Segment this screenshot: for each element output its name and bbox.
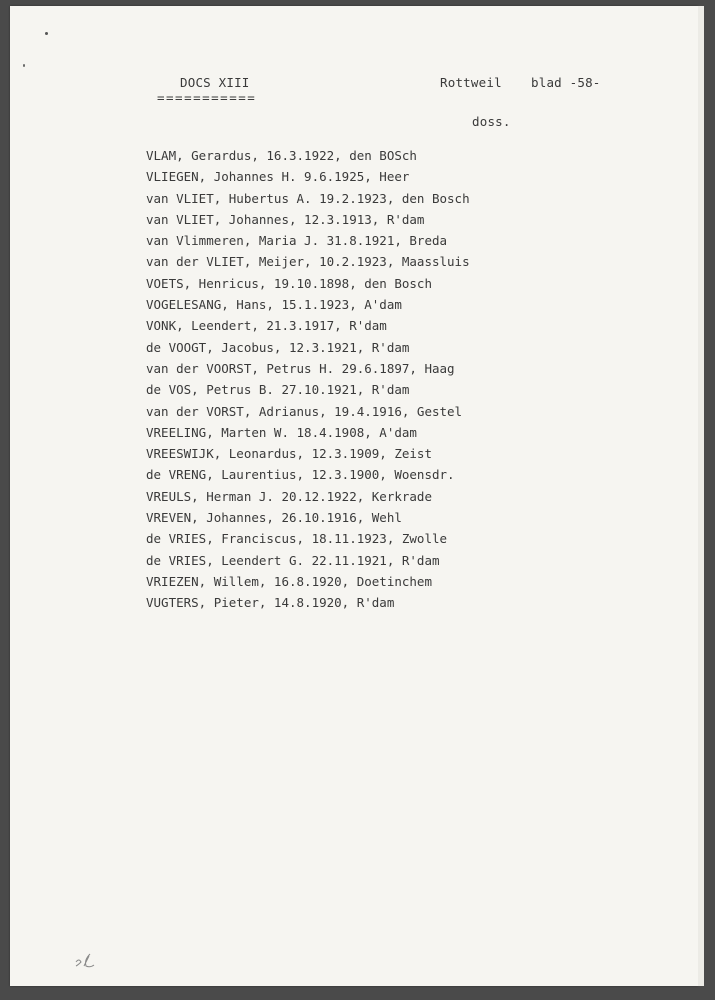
list-item: de VOOGT, Jacobus, 12.3.1921, R'dam: [146, 339, 410, 355]
list-item: van VLIET, Johannes, 12.3.1913, R'dam: [146, 211, 425, 227]
reference-underline: ===========: [157, 90, 257, 105]
page-number: blad -58-: [531, 75, 601, 90]
name-list: [146, 145, 470, 614]
list-item: VOGELESANG, Hans, 15.1.1923, A'dam: [146, 297, 402, 313]
pencil-annotation: [70, 950, 110, 980]
list-item: VLAM, Gerardus, 16.3.1922, den BOSch: [146, 148, 417, 163]
list-item: de VOS, Petrus B. 27.10.1921, R'dam: [146, 382, 410, 398]
list-item: de VRENG, Laurentius, 12.3.1900, Woensdr.: [146, 467, 455, 483]
list-item: VONK, Leendert, 21.3.1917, R'dam: [146, 318, 387, 334]
location-heading: Rottweil: [440, 75, 502, 90]
list-item: van Vlimmeren, Maria J. 31.8.1921, Breda: [146, 233, 448, 249]
list-item: van der VORST, Adrianus, 19.4.1916, Gestel: [146, 403, 463, 419]
list-item: VREESWIJK, Leonardus, 12.3.1909, Zeist: [146, 446, 432, 462]
list-item: VREVEN, Johannes, 26.10.1916, Wehl: [146, 510, 402, 526]
list-item: van der VLIET, Meijer, 10.2.1923, Maassluis: [146, 254, 470, 270]
dossier-label: doss.: [472, 114, 511, 129]
list-item: VREULS, Herman J. 20.12.1922, Kerkrade: [146, 488, 432, 504]
list-item: VOETS, Henricus, 19.10.1898, den Bosch: [146, 275, 432, 291]
list-item: VUGTERS, Pieter, 14.8.1920, R'dam: [146, 595, 395, 611]
list-item: VRIEZEN, Willem, 16.8.1920, Doetinchem: [146, 573, 432, 589]
list-item: de VRIES, Franciscus, 18.11.1923, Zwolle: [146, 531, 448, 547]
list-item: VREELING, Marten W. 18.4.1908, A'dam: [146, 424, 417, 440]
document-reference: DOCS XIII: [180, 75, 250, 90]
page-edge: [698, 6, 704, 986]
ink-speck: [45, 32, 48, 35]
list-item: VLIEGEN, Johannes H. 9.6.1925, Heer: [146, 169, 410, 185]
ink-speck: [23, 64, 25, 67]
list-item: van VLIET, Hubertus A. 19.2.1923, den Bosch: [146, 190, 470, 206]
list-item: van der VOORST, Petrus H. 29.6.1897, Haag: [146, 360, 455, 376]
list-item: de VRIES, Leendert G. 22.11.1921, R'dam: [146, 552, 440, 568]
